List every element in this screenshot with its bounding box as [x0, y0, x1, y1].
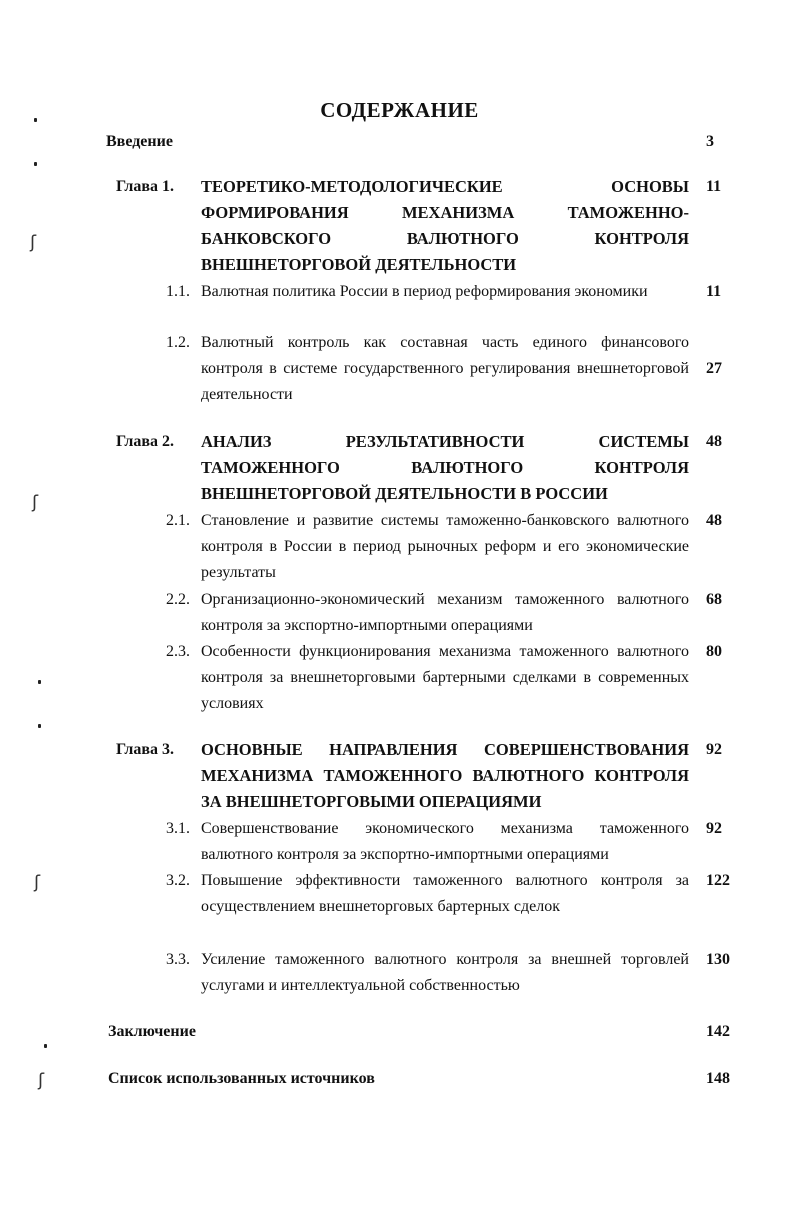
scan-speck [44, 1044, 47, 1048]
references-label: Список использованных источников [108, 1070, 375, 1087]
section-2-1-title: Становление и развитие системы таможенно-банковского валютного контроля в России в период рыночных реформ и его экономические результаты [201, 512, 689, 581]
section-2-1-page: 48 [706, 512, 722, 529]
section-2-2-label: 2.2. [166, 591, 190, 608]
scan-artifact-mark: ʃ [38, 1070, 45, 1091]
chapter-3-title: ОСНОВНЫЕ НАПРАВЛЕНИЯ СОВЕРШЕНСТВОВАНИЯ МЕХАНИЗМА ТАМОЖЕННОГО ВАЛЮТНОГО КОНТРОЛЯ ЗА ВНЕШНЕТОРГОВЫМИ ОПЕРАЦИЯМИ [201, 740, 689, 811]
conclusion-page: 142 [706, 1023, 730, 1040]
chapter-3-page: 92 [706, 741, 722, 758]
chapter-1-page: 11 [706, 178, 722, 195]
section-3-1-title: Совершенствование экономического механизма таможенного валютного контроля за экспортно-импортными операциями [201, 820, 689, 863]
section-3-1-label: 3.1. [166, 820, 190, 837]
section-3-2-label: 3.2. [166, 872, 190, 889]
section-3-2-page: 122 [706, 872, 730, 889]
section-2-2-page: 68 [706, 591, 722, 608]
scan-artifact-mark: ʃ [30, 232, 37, 253]
chapter-1-title: ТЕОРЕТИКО-МЕТОДОЛОГИЧЕСКИЕ ОСНОВЫ ФОРМИРОВАНИЯ МЕХАНИЗМА ТАМОЖЕННО-БАНКОВСКОГО ВАЛЮТНОГО КОНТРОЛЯ ВНЕШНЕТОРГОВОЙ ДЕЯТЕЛЬНОСТИ [201, 177, 689, 274]
section-1-2-label: 1.2. [166, 334, 190, 351]
section-3-1-page: 92 [706, 820, 722, 837]
section-3-2-title: Повышение эффективности таможенного валютного контроля за осуществлением внешнеторговых бартерных сделок [201, 872, 689, 915]
chapter-2-label: Глава 2. [116, 433, 174, 450]
chapter-1-label: Глава 1. [116, 178, 174, 195]
conclusion-label: Заключение [108, 1023, 196, 1040]
section-2-1-label: 2.1. [166, 512, 190, 529]
scan-speck [34, 162, 37, 166]
scan-speck [34, 118, 37, 122]
section-1-1-page: 11 [706, 283, 722, 300]
section-3-3-page: 130 [706, 951, 730, 968]
section-3-3-label: 3.3. [166, 951, 190, 968]
chapter-3-label: Глава 3. [116, 741, 174, 758]
section-1-1-label: 1.1. [166, 283, 190, 300]
section-1-2-title: Валютный контроль как составная часть единого финансового контроля в системе государственного регулирования внешнеторговой деятельности [201, 334, 689, 403]
intro-label: Введение [106, 133, 173, 150]
page-title: СОДЕРЖАНИЕ [320, 98, 479, 122]
scan-speck [38, 680, 41, 684]
scan-artifact-mark: ʃ [32, 492, 39, 513]
intro-page: 3 [706, 133, 714, 150]
section-2-3-title: Особенности функционирования механизма таможенного валютного контроля за внешнеторговыми бартерными сделками в современных условиях [201, 643, 689, 712]
chapter-2-page: 48 [706, 433, 722, 450]
scan-artifact-mark: ʃ [34, 872, 41, 893]
section-3-3-title: Усиление таможенного валютного контроля за внешней торговлей услугами и интеллектуальной собственностью [201, 951, 689, 994]
chapter-2-title: АНАЛИЗ РЕЗУЛЬТАТИВНОСТИ СИСТЕМЫ ТАМОЖЕННОГО ВАЛЮТНОГО КОНТРОЛЯ ВНЕШНЕТОРГОВОЙ ДЕЯТЕЛЬНОСТИ В РОССИИ [201, 432, 689, 503]
section-1-1-title: Валютная политика России в период реформирования экономики [201, 283, 648, 300]
scan-speck [38, 724, 41, 728]
references-page: 148 [706, 1070, 730, 1087]
section-2-3-label: 2.3. [166, 643, 190, 660]
section-2-3-page: 80 [706, 643, 722, 660]
section-2-2-title: Организационно-экономический механизм таможенного валютного контроля за экспортно-импортными операциями [201, 591, 689, 634]
section-1-2-page: 27 [706, 360, 722, 377]
